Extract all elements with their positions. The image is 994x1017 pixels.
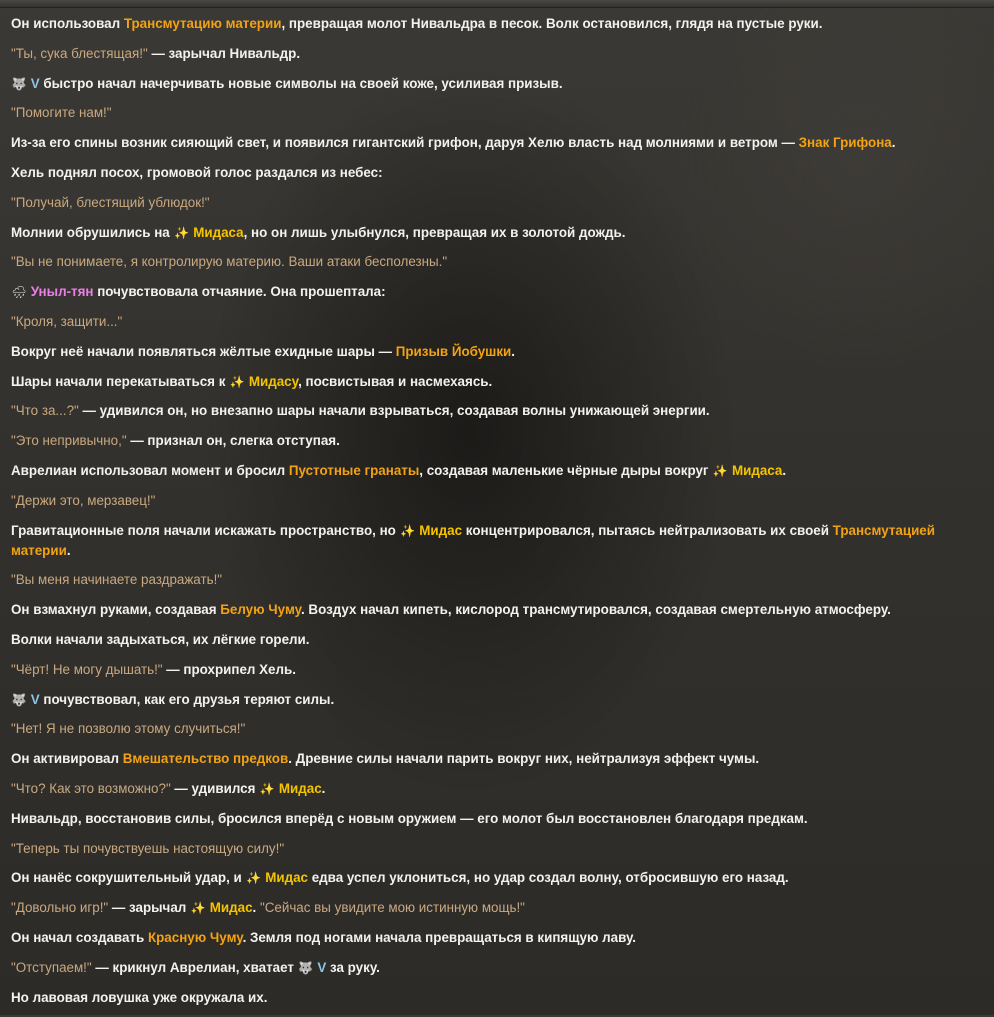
story-text: почувствовал, как его друзья теряют силы. bbox=[39, 691, 335, 707]
dialogue-quote: "Чёрт! Не могу дышать!" bbox=[11, 661, 163, 677]
narration-line bbox=[11, 521, 981, 561]
story-text: Но лавовая ловушка уже окружала их. bbox=[11, 989, 268, 1005]
narration-line bbox=[11, 600, 981, 620]
character-name-midas: Мидас bbox=[415, 522, 463, 538]
sparkle-icon: ✨ bbox=[400, 523, 416, 538]
narration-line bbox=[11, 372, 981, 392]
story-text: почувствовала отчаяние. Она прошептала: bbox=[93, 284, 386, 300]
dialogue-quote: "Что? Как это возможно?" bbox=[11, 780, 171, 796]
narration-line bbox=[11, 14, 981, 34]
narration-line bbox=[11, 868, 981, 888]
dialogue-line bbox=[11, 660, 981, 680]
character-name-v: V bbox=[27, 691, 40, 707]
dialogue-quote: "Довольно игр!" bbox=[11, 900, 109, 916]
character-name-midas: Мидас bbox=[261, 870, 309, 886]
story-text: Он использовал bbox=[11, 16, 124, 31]
sparkle-icon: ✨ bbox=[229, 374, 245, 389]
ability-name: Белую Чуму bbox=[220, 602, 301, 618]
ability-name: Пустотные гранаты bbox=[288, 462, 420, 478]
narration-line bbox=[11, 342, 981, 362]
narration-line bbox=[11, 749, 981, 769]
dialogue-quote: "Кроля, защити..." bbox=[11, 313, 123, 329]
character-name-v: V bbox=[27, 75, 40, 91]
story-text: . bbox=[252, 900, 260, 916]
story-text: . bbox=[66, 542, 71, 558]
story-text: . Древние силы начали парить вокруг них, нейтрализуя эффект чумы. bbox=[288, 751, 760, 767]
story-text: Нивальдр, восстановив силы, бросился вперёд с новым оружием — его молот был восстановлен благодаря предкам. bbox=[11, 810, 808, 826]
ability-name: Трансмутацией материи bbox=[11, 522, 935, 558]
character-name-midas: Мидаса bbox=[189, 224, 244, 240]
story-text: быстро начал начерчивать новые символы на своей коже, усиливая призыв. bbox=[39, 75, 563, 91]
sparkle-icon: ✨ bbox=[190, 901, 206, 916]
ability-name: Красную Чуму bbox=[147, 929, 243, 945]
story-text: Хель поднял посох, громовой голос раздался из небес: bbox=[11, 164, 383, 180]
narration-line bbox=[11, 461, 981, 481]
story-text: Шары начали перекатываться к bbox=[11, 373, 230, 389]
story-text: концентрировался, пытаясь нейтрализовать их своей bbox=[462, 522, 833, 538]
story-text: Вокруг неё начали появляться жёлтые ехидные шары — bbox=[11, 343, 396, 359]
story-text: . bbox=[891, 135, 896, 151]
dialogue-line bbox=[11, 898, 981, 918]
dialogue-quote: "Ты, сука блестящая!" bbox=[11, 45, 148, 61]
dialogue-quote: "Нет! Я не позволю этому случиться!" bbox=[11, 721, 246, 737]
dialogue-quote: "Сейчас вы увидите мою истинную мощь!" bbox=[259, 900, 525, 916]
dialogue-quote: "Теперь ты почувствуешь настоящую силу!" bbox=[11, 840, 285, 856]
story-text: . bbox=[782, 462, 787, 478]
wolf-icon: 🐺 bbox=[11, 76, 27, 91]
character-name-midas: Мидас bbox=[275, 780, 322, 796]
narration-line bbox=[11, 282, 981, 302]
dialogue-line bbox=[11, 491, 981, 511]
narration-line bbox=[11, 809, 981, 829]
story-text: Волки начали задыхаться, их лёгкие горели. bbox=[11, 631, 310, 647]
sparkle-icon: ✨ bbox=[246, 871, 261, 886]
dialogue-quote: "Вы меня начинаете раздражать!" bbox=[11, 572, 223, 588]
character-name-v: V bbox=[313, 959, 327, 975]
dialogue-quote: "Получай, блестящий ублюдок!" bbox=[11, 194, 210, 210]
story-text: , посвистывая и насмехаясь. bbox=[298, 373, 493, 389]
ability-name: Призыв Йобушки bbox=[395, 343, 512, 359]
dialogue-quote: "Что за...?" bbox=[11, 403, 79, 419]
story-text: , создавая маленькие чёрные дыры вокруг bbox=[419, 462, 713, 478]
story-text: — признал он, слегка отступая. bbox=[126, 433, 340, 449]
narration-line bbox=[11, 988, 981, 1008]
dialogue-quote: "Держи это, мерзавец!" bbox=[11, 492, 156, 508]
story-log bbox=[11, 14, 981, 1017]
story-text: Аврелиан использовал момент и бросил bbox=[11, 462, 289, 478]
story-text: Из-за его спины возник сияющий свет, и появился гигантский грифон, даруя Хелю власть над молниями и ветром — bbox=[11, 135, 799, 151]
narration-line bbox=[11, 690, 981, 710]
story-text: Он взмахнул руками, создавая bbox=[11, 602, 221, 618]
dialogue-line bbox=[11, 958, 981, 978]
story-text: . bbox=[511, 343, 516, 359]
narration-line bbox=[11, 133, 981, 153]
story-text: — зарычал bbox=[108, 900, 191, 916]
story-text: Гравитационные поля начали искажать пространство, но bbox=[11, 522, 400, 538]
narration-line bbox=[11, 74, 981, 94]
dialogue-line bbox=[11, 570, 981, 590]
dialogue-line bbox=[11, 103, 981, 123]
dialogue-quote: "Это непривычно," bbox=[11, 433, 127, 449]
story-text: Он активировал bbox=[11, 751, 123, 767]
story-text: — зарычал Нивальдр. bbox=[147, 45, 301, 61]
cloud-icon: 🌧 bbox=[11, 285, 27, 300]
character-name-midas: Мидаса bbox=[728, 462, 783, 478]
story-text: Молнии обрушились на bbox=[11, 224, 174, 240]
character-name-unyl: Уныл-тян bbox=[27, 284, 94, 300]
dialogue-line bbox=[11, 779, 981, 799]
dialogue-line bbox=[11, 839, 981, 859]
story-text: Он нанёс сокрушительный удар, и bbox=[11, 870, 246, 886]
dialogue-line bbox=[11, 252, 981, 272]
story-text: — удивился он, но внезапно шары начали взрываться, создавая волны унижающей энергии. bbox=[78, 403, 710, 419]
story-text: за руку. bbox=[326, 959, 380, 975]
ability-name: Трансмутацию материи bbox=[123, 16, 282, 31]
sparkle-icon: ✨ bbox=[259, 781, 275, 796]
story-text: , но он лишь улыбнулся, превращая их в золотой дождь. bbox=[243, 224, 626, 240]
dialogue-quote: "Отступаем!" bbox=[11, 959, 92, 975]
dialogue-quote: "Помогите нам!" bbox=[11, 105, 112, 121]
ability-name: Знак Грифона bbox=[798, 135, 892, 151]
story-text: едва успел уклониться, но удар создал волну, отбросившую его назад. bbox=[308, 870, 789, 886]
story-text: — крикнул Аврелиан, хватает bbox=[91, 959, 298, 975]
narration-line bbox=[11, 928, 981, 948]
story-text: — прохрипел Хель. bbox=[162, 661, 296, 677]
story-text: Он начал создавать bbox=[11, 929, 148, 945]
dialogue-line bbox=[11, 401, 981, 421]
story-text: . bbox=[321, 780, 326, 796]
top-bar bbox=[0, 0, 994, 8]
story-text: . Земля под ногами начала превращаться в кипящую лаву. bbox=[242, 929, 636, 945]
story-text: , превращая молот Нивальдра в песок. Волк остановился, глядя на пустые руки. bbox=[281, 16, 823, 31]
wolf-icon: 🐺 bbox=[11, 692, 27, 707]
dialogue-line bbox=[11, 44, 981, 64]
dialogue-line bbox=[11, 193, 981, 213]
story-text: — удивился bbox=[170, 780, 260, 796]
character-name-midas: Мидасу bbox=[245, 373, 299, 389]
wolf-icon: 🐺 bbox=[298, 960, 314, 975]
sparkle-icon: ✨ bbox=[712, 463, 728, 478]
dialogue-line bbox=[11, 719, 981, 739]
story-text: . Воздух начал кипеть, кислород трансмутировался, создавая смертельную атмосферу. bbox=[300, 602, 891, 618]
narration-line bbox=[11, 163, 981, 183]
sparkle-icon: ✨ bbox=[173, 225, 189, 240]
character-name-midas: Мидас bbox=[206, 900, 253, 916]
ability-name: Вмешательство предков bbox=[122, 751, 289, 767]
narration-line bbox=[11, 630, 981, 650]
narration-line bbox=[11, 223, 981, 243]
dialogue-quote: "Вы не понимаете, я контролирую материю. Ваши атаки бесполезны." bbox=[11, 254, 448, 270]
dialogue-line bbox=[11, 312, 981, 332]
dialogue-line bbox=[11, 431, 981, 451]
